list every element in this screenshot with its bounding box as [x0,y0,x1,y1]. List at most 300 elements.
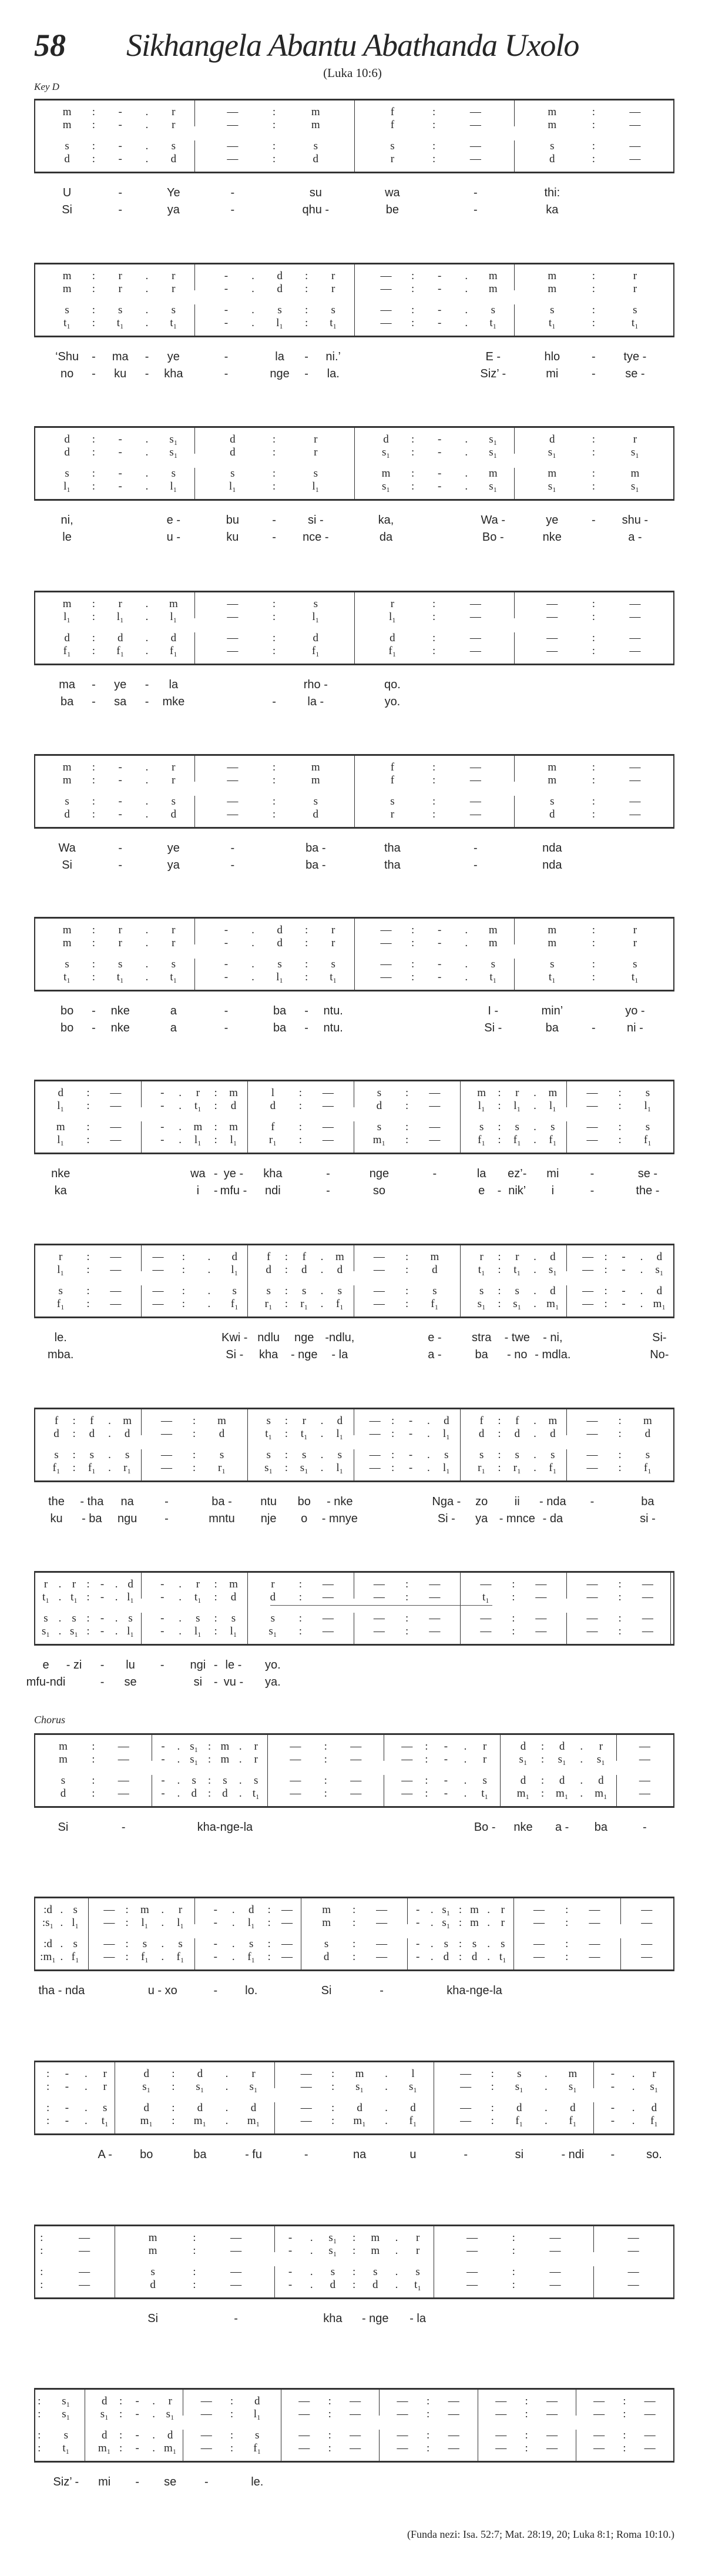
note: f₁ [388,645,397,657]
lyric-syllable: - [213,1984,218,1997]
note: : [46,2068,50,2080]
note: - [161,1740,165,1753]
note: — [535,1578,547,1590]
note: s₁ [70,1625,79,1637]
note: : [92,304,96,316]
lyric-syllable: I - [488,1004,499,1017]
note: . [533,1134,536,1146]
note: : [328,2429,331,2441]
note: : [411,317,415,329]
measure-cell [354,1081,461,1153]
note: : [92,1740,95,1753]
note: - [118,446,122,458]
note: : [425,1774,428,1787]
lyric-syllable: No- [650,1348,669,1361]
lyric-syllable: su [309,186,322,199]
lyric-syllable: stra [471,1331,492,1344]
note: m₁ [98,2442,111,2454]
note: — [79,2232,90,2244]
lyric-line-1 [194,185,354,200]
lyric-line-2 [514,1020,673,1036]
note: : [284,1449,288,1461]
note: : [298,1591,303,1603]
lyric-line-1 [460,1494,566,1509]
note: . [465,958,468,970]
note: — [350,1774,362,1787]
note-row-alto [141,1264,247,1276]
lyric-syllable: - [92,367,96,380]
note: : [391,1428,395,1440]
note: : [267,1938,271,1950]
lyric-line-2 [35,1183,141,1198]
note: — [401,1774,413,1787]
note: . [632,2068,635,2080]
note: . [179,1087,182,1099]
note: . [427,1462,430,1474]
note: s₁ [41,1625,51,1637]
note-row-bass [514,972,673,983]
note: . [145,106,149,118]
note: r [633,924,637,936]
note: : [498,1298,501,1310]
note: : [92,971,96,983]
note: m [548,467,557,480]
note: m [62,119,72,131]
note: : [331,2115,335,2127]
note: - [437,958,442,970]
note: — [469,106,481,118]
note: s₁ [513,1298,522,1310]
note: — [586,1415,598,1427]
note: m [217,1415,226,1427]
note-row-alto [514,447,673,458]
note: : [540,1753,545,1766]
note: r [43,1578,48,1590]
system-box [34,1897,674,1971]
system [34,2061,674,2178]
note: — [586,1625,598,1637]
note: l₁ [513,1100,521,1112]
note: : [432,761,436,773]
note: m₁ [595,1787,607,1800]
note: t₁ [499,1951,506,1963]
measure-cell [35,428,194,499]
note: . [251,283,254,295]
note: m [548,924,557,936]
note: — [593,2429,605,2441]
note: — [469,761,481,773]
note: f₁ [176,1951,184,1963]
note-row-alto [247,1264,354,1276]
note: . [310,2232,313,2244]
note: : [491,2102,494,2114]
note: . [632,2115,635,2127]
lyric-syllable: Si - [226,1348,244,1361]
note: : [272,761,276,773]
note: s₁ [355,2081,364,2093]
note: s [633,958,637,970]
note: : [38,2442,41,2454]
measure-cell [434,2226,593,2297]
note-row-tenor [35,1449,141,1461]
lyric-syllable: kha [164,367,183,380]
note: : [86,1264,90,1276]
note: . [320,1415,324,1427]
note: t₁ [548,317,556,329]
lyric-line-2 [460,1347,571,1362]
note: — [200,2442,212,2454]
note-row-alto [384,1754,500,1766]
note: . [310,2245,313,2257]
note: : [498,1428,501,1440]
note-row-tenor [620,1938,673,1950]
lyric-syllable: ku [114,367,127,380]
note-row-alto [354,1100,461,1112]
note: . [320,1285,324,1297]
note: . [251,317,254,329]
note: — [380,304,392,316]
note: — [103,1917,115,1929]
note: : [405,1087,409,1099]
lyric-syllable: a [170,1004,177,1017]
note: - [224,958,229,970]
note: m [148,2245,157,2257]
note: : [192,1428,196,1440]
measure-cell [566,1245,673,1317]
lyric-line-2 [194,366,354,381]
note: — [629,774,641,786]
note: : [411,304,415,316]
note-row-tenor [115,2266,274,2278]
lyric-syllable: da [379,531,393,544]
lyric-line-2 [514,857,673,873]
note-row-soprano [194,598,354,610]
note: : [272,140,276,152]
note-row-alto [620,1917,673,1929]
note: — [642,1612,653,1624]
note: : [405,1100,409,1112]
note: — [549,2232,561,2244]
note: . [533,1449,536,1461]
note-row-tenor [141,1449,247,1461]
note: d [313,632,319,644]
note: r [479,1251,484,1263]
note-row-soprano [514,598,673,610]
note-row-alto [460,1592,566,1603]
lyric-syllable: the [48,1495,65,1508]
note-row-soprano [354,762,514,773]
note-row-soprano [513,1904,620,1916]
note: m [140,1904,149,1916]
lyric-syllable: lu [126,1659,135,1671]
lyric-syllable: ngi [190,1659,206,1671]
lyric-syllable: Si [62,859,72,872]
lyric-syllable: e [478,1184,485,1197]
note-row-tenor [194,140,354,152]
note: . [320,1462,324,1474]
note-row-alto [460,1428,566,1440]
note-row-alto [141,1100,247,1112]
lyric-line-2 [141,1511,247,1526]
note: s₁ [548,480,556,493]
note: m [568,2068,578,2080]
note: s [231,1612,236,1624]
note-row-bass [514,809,673,820]
note: : [618,1087,622,1099]
system-box [34,1408,674,1482]
note: d [383,433,389,445]
note-row-soprano [301,1904,407,1916]
note: l₁ [170,611,177,623]
note-row-tenor [379,2430,478,2441]
note: m [123,1415,132,1427]
note-row-alto [514,775,673,786]
note: . [465,317,468,329]
note-row-tenor [514,304,673,316]
note: : [92,761,96,773]
note: : [328,2442,331,2454]
note: - [437,480,442,493]
lyric-syllable: vu - [223,1676,244,1689]
note: f₁ [169,645,177,657]
lyric-line-1 [354,1003,514,1019]
note-row-alto [354,119,514,131]
note: r [118,283,122,295]
note: : [125,1938,129,1950]
note: . [145,774,149,786]
note: — [110,1298,122,1310]
note: : [592,106,595,118]
note: f [54,1415,59,1427]
note: m [62,270,72,282]
note: . [231,1951,235,1963]
note-row-soprano [566,1415,673,1427]
note: m [59,1753,68,1766]
measure-cell [35,756,194,827]
note: t₁ [513,1264,521,1276]
lyric-syllable: kha [263,1167,283,1180]
note: . [60,1938,63,1950]
lyric-syllable: Si [62,203,72,216]
note: d [248,1904,254,1916]
note-row-tenor [35,2266,115,2278]
note: — [586,1087,598,1099]
note: . [251,958,254,970]
lyric-line-1 [194,1003,354,1019]
lyric-syllable: ba - [306,859,326,872]
note: - [118,795,122,808]
note-row-bass [247,1134,354,1146]
note: l₁ [312,480,320,493]
note: . [145,304,149,316]
note: m [62,774,72,786]
note: . [533,1428,536,1440]
note: — [546,2442,558,2454]
measure-cell [514,264,673,336]
note: d [64,632,70,644]
note: - [415,1917,420,1929]
note-row-soprano [194,434,354,445]
note-row-tenor [247,1285,354,1297]
note: — [586,1591,598,1603]
note-row-bass [354,1298,461,1310]
note: . [239,1787,242,1800]
note: : [498,1100,501,1112]
note: . [395,2266,398,2278]
note: — [290,1740,301,1753]
note: — [322,1591,334,1603]
note: . [544,2102,548,2114]
measure-cell [354,1573,461,1644]
measure-cell [194,592,354,664]
note: : [512,1591,515,1603]
measure-cell [384,1735,500,1806]
note: d [101,2429,108,2441]
note: s [61,1774,66,1787]
note: - [160,1134,164,1146]
note-row-tenor [407,1938,513,1950]
note: m [62,761,72,773]
note: d [550,1251,556,1263]
note: s₁ [196,2081,204,2093]
lyric-syllable: tha [384,842,401,855]
note: . [385,2068,388,2080]
note-row-bass [35,645,194,657]
note: : [272,119,276,131]
note: . [320,1428,324,1440]
note: r [633,433,637,445]
note: . [487,1917,491,1929]
lyric-line-1 [194,677,354,692]
note: d [443,1951,449,1963]
note: — [350,2442,361,2454]
note-row-bass [566,1462,673,1474]
note: — [103,1951,115,1963]
system-box [34,2225,674,2299]
lyric-line-1 [566,1166,673,1181]
lyric-syllable: la [476,1167,486,1180]
note-row-soprano [35,270,194,282]
note: s₁ [489,480,498,493]
note: t₁ [265,1428,273,1440]
lyric-line-2 [354,530,514,545]
note-row-tenor [194,959,354,970]
measure-cell [274,2062,434,2133]
note: f [390,106,395,118]
note: s [330,2266,335,2278]
lyric-syllable: - tha [80,1495,104,1508]
note: . [640,1298,643,1310]
note: r [196,1578,200,1590]
note: — [644,2429,656,2441]
note: : [405,1625,409,1637]
note: r [168,2395,172,2407]
note: — [533,1904,545,1916]
note-row-alto [35,447,194,458]
lyric-line-1 [35,1820,152,1835]
note-row-bass [35,809,194,820]
lyric-syllable: mba. [47,1348,74,1361]
note: : [92,467,96,480]
note: . [161,1917,164,1929]
note-row-tenor [247,1449,354,1461]
note-row-tenor [301,1938,407,1950]
note: - [213,1938,218,1950]
note-row-bass [141,1298,247,1310]
note: : [405,1612,409,1624]
note: . [465,937,468,949]
note-row-soprano [183,2396,280,2407]
note: l₁ [442,1462,450,1474]
measure-cell [514,756,673,827]
measure-cell [354,1245,461,1317]
measure-cell [354,919,514,990]
note: — [593,2395,605,2407]
note: - [444,1787,448,1800]
note: t₁ [478,1264,485,1276]
lyric-syllable: be [385,203,400,216]
note: m [220,1753,230,1766]
note-row-tenor [194,796,354,808]
note-row-tenor [35,796,194,808]
note-row-tenor [35,1938,88,1950]
measure-cell [35,101,194,172]
lyric-syllable: Si - [437,1512,455,1525]
lyric-line-1 [194,349,354,364]
note: s [390,140,395,152]
note: : [207,1787,212,1800]
note: d [549,808,555,820]
note: — [200,2429,212,2441]
note: — [644,2442,656,2454]
note: : [284,1251,288,1263]
note-row-soprano [35,2396,85,2407]
note-row-bass [35,481,194,493]
note: — [549,2279,561,2291]
note: r [118,937,122,949]
note: f₁ [549,1462,557,1474]
note: . [179,1134,182,1146]
note: d [191,1787,197,1800]
note: s [219,1449,224,1461]
note-row-alto [407,1917,513,1929]
note: s [171,304,176,316]
note: m [371,2232,380,2244]
note: m [62,924,72,936]
note: — [642,1625,653,1637]
lyric-line-1 [35,1166,141,1181]
note-row-soprano [35,2068,115,2080]
note: — [110,1264,122,1276]
note: : [405,1578,409,1590]
note-row-bass [354,317,514,329]
note-row-soprano [141,1087,247,1099]
note: : [92,924,96,936]
lyric-syllable: la. [327,367,340,380]
note: d [124,1428,130,1440]
note: : [498,1251,501,1263]
note: t₁ [63,971,71,983]
note: : [352,2245,356,2257]
note: : [331,2081,335,2093]
lyric-syllable: - da [542,1512,563,1525]
note: . [207,1251,211,1263]
lyric-syllable: kha [323,2312,343,2325]
note: m [62,598,72,610]
note: . [251,304,254,316]
lyric-line-2 [35,857,194,873]
note: : [592,467,595,480]
